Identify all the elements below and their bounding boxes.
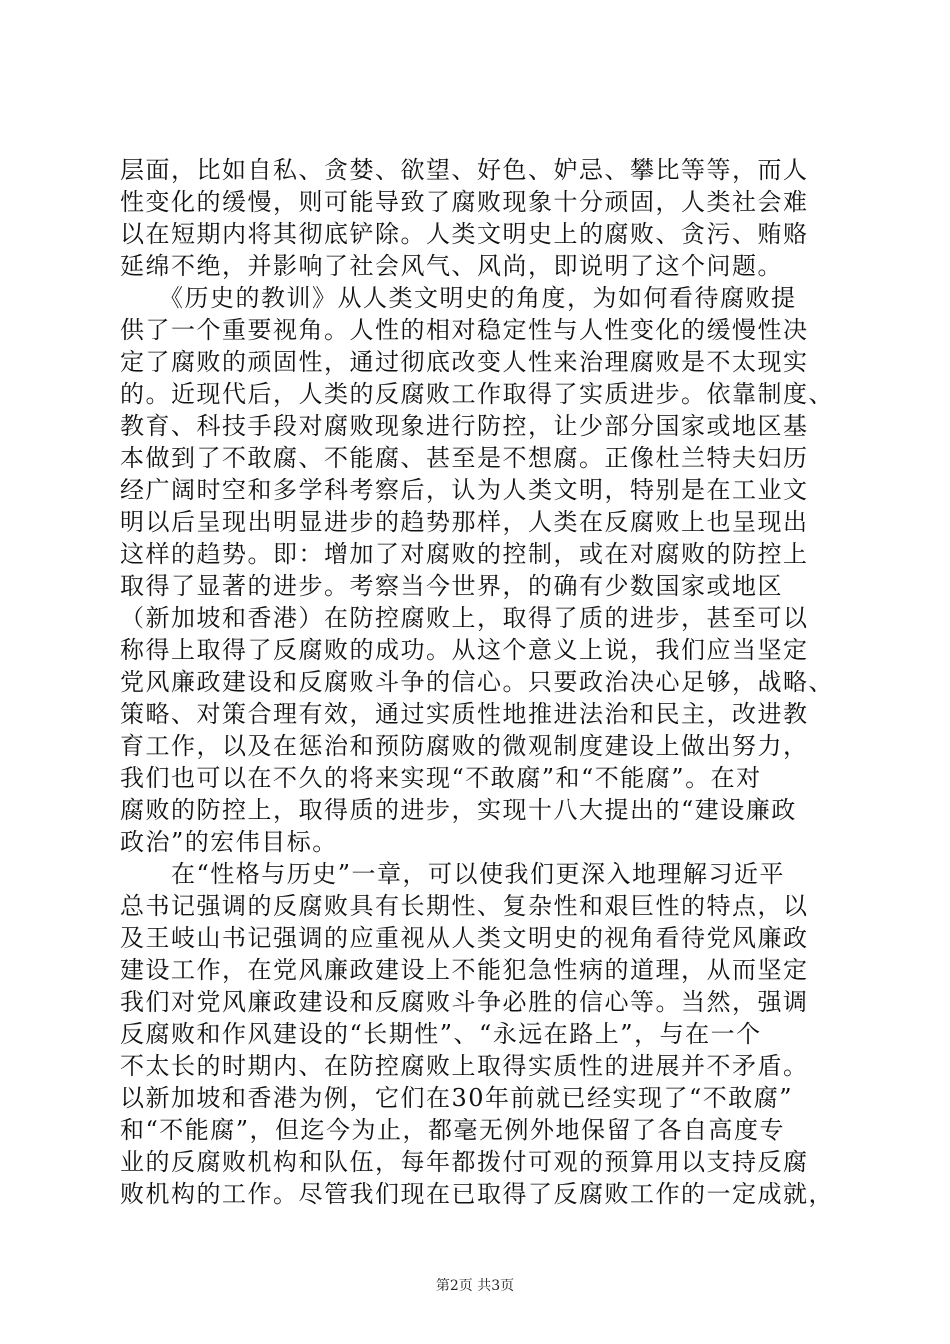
text-line: 策略、对策合理有效，通过实质性地推进法治和民主，改进教 bbox=[120, 700, 809, 728]
text-line: 政治”的宏伟目标。 bbox=[120, 828, 338, 856]
text-line: 党风廉政建设和反腐败斗争的信心。只要政治决心足够，战略、 bbox=[120, 668, 834, 696]
text-line: 我们对党风廉政建设和反腐败斗争必胜的信心等。当然，强调 bbox=[120, 988, 809, 1016]
text-line: 败机构的工作。尽管我们现在已取得了反腐败工作的一定成就， bbox=[120, 1180, 834, 1208]
text-line: 反腐败和作风建设的“长期性”、“永远在路上”，与在一个 bbox=[120, 1020, 762, 1048]
text-line: 经广阔时空和多学科考察后，认为人类文明，特别是在工业文 bbox=[120, 476, 809, 504]
document-body bbox=[120, 154, 840, 1210]
text-line: 和“不能腐”，但迄今为止，都毫无例外地保留了各自高度专 bbox=[120, 1116, 786, 1144]
text-line: 教育、科技手段对腐败现象进行防控，让少部分国家或地区基 bbox=[120, 412, 809, 440]
text-line: 建设工作，在党风廉政建设上不能犯急性病的道理，从而坚定 bbox=[120, 956, 809, 984]
text-line: 的。近现代后，人类的反腐败工作取得了实质进步。依靠制度、 bbox=[120, 380, 834, 408]
text-line: 定了腐败的顽固性，通过彻底改变人性来治理腐败是不太现实 bbox=[120, 348, 809, 376]
text-line: 取得了显著的进步。考察当今世界，的确有少数国家或地区 bbox=[120, 572, 783, 600]
text-line: 层面，比如自私、贪婪、欲望、好色、妒忌、攀比等等，而人 bbox=[120, 156, 809, 184]
text-line: 以新加坡和香港为例，它们在30年前就已经实现了“不敢腐” bbox=[120, 1084, 794, 1112]
text-line: 本做到了不敢腐、不能腐、甚至是不想腐。正像杜兰特夫妇历 bbox=[120, 444, 809, 472]
text-line: 这样的趋势。即：增加了对腐败的控制，或在对腐败的防控上 bbox=[120, 540, 809, 568]
text-line: 明以后呈现出明显进步的趋势那样，人类在反腐败上也呈现出 bbox=[120, 508, 809, 536]
text-line: 腐败的防控上，取得质的进步，实现十八大提出的“建设廉政 bbox=[120, 796, 797, 824]
text-line: 以在短期内将其彻底铲除。人类文明史上的腐败、贪污、贿赂 bbox=[120, 220, 809, 248]
text-line: 供了一个重要视角。人性的相对稳定性与人性变化的缓慢性决 bbox=[120, 316, 809, 344]
text-line: （新加坡和香港）在防控腐败上，取得了质的进步，甚至可以 bbox=[120, 604, 809, 632]
text-line: 不太长的时期内、在防控腐败上取得实质性的进展并不矛盾。 bbox=[120, 1052, 809, 1080]
text-line: 育工作，以及在惩治和预防腐败的微观制度建设上做出努力， bbox=[120, 732, 809, 760]
text-line: 我们也可以在不久的将来实现“不敢腐”和“不能腐”。在对 bbox=[120, 764, 762, 792]
text-line: 性变化的缓慢，则可能导致了腐败现象十分顽固，人类社会难 bbox=[120, 188, 809, 216]
text-line: 《历史的教训》从人类文明史的角度，为如何看待腐败提 bbox=[120, 284, 797, 312]
text-line: 业的反腐败机构和队伍，每年都拨付可观的预算用以支持反腐 bbox=[120, 1148, 809, 1176]
text-line: 在“性格与历史”一章，可以使我们更深入地理解习近平 bbox=[120, 860, 786, 888]
text-line: 及王岐山书记强调的应重视从人类文明史的视角看待党风廉政 bbox=[120, 924, 809, 952]
text-line: 称得上取得了反腐败的成功。从这个意义上说，我们应当坚定 bbox=[120, 636, 809, 664]
text-line: 总书记强调的反腐败具有长期性、复杂性和艰巨性的特点，以 bbox=[120, 892, 809, 920]
page-footer: 第2页 共3页 bbox=[435, 1278, 515, 1294]
text-line: 延绵不绝，并影响了社会风气、风尚，即说明了这个问题。 bbox=[120, 252, 783, 280]
